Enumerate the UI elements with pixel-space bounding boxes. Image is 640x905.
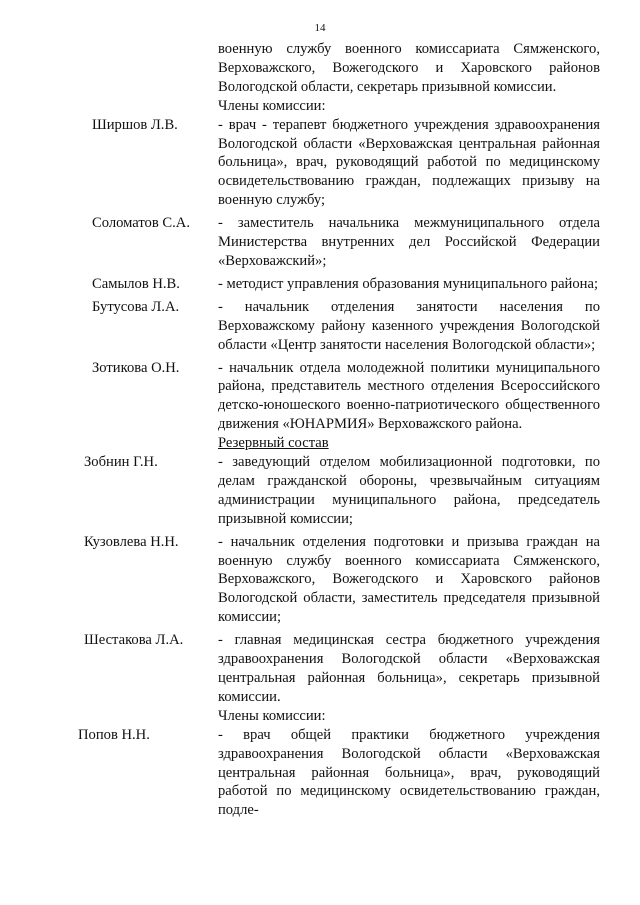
page-number: 14 bbox=[314, 22, 326, 34]
member-name: Зотикова О.Н. bbox=[92, 359, 180, 376]
member-entry bbox=[0, 275, 640, 294]
member-name: Кузовлева Н.Н. bbox=[84, 533, 179, 550]
member-name: Самылов Н.В. bbox=[92, 275, 180, 292]
document-body bbox=[0, 40, 640, 820]
member-description: - врач - терапевт бюджетного учреждения здравоохранения Вологодской области «Верховажская центральная районная больница», врач, руководящий работой по медицинскому освидетельствованию граждан, подлежащих призыву на военную службу; bbox=[218, 116, 600, 209]
member-description: - заместитель начальника межмуниципального отдела Министерства внутренних дел Российской Федерации «Верховажский»; bbox=[218, 215, 600, 269]
member-name: Попов Н.Н. bbox=[78, 726, 150, 743]
reserve-member-entry bbox=[0, 726, 640, 821]
member-description: - начальник отделения подготовки и призыва граждан на военную службу военного комиссариата Сямженского, Верховажского, Вожегодского и Харовского районов Вологодской области, заместитель председателя призывной комиссии; bbox=[218, 533, 600, 626]
member-description: - заведующий отделом мобилизационной подготовки, по делам гражданской обороны, чрезвычайным ситуациям администрации муниципального района, председатель призывной комиссии; bbox=[218, 454, 600, 527]
members-heading: Члены комиссии: bbox=[218, 97, 326, 114]
member-name: Соломатов С.А. bbox=[92, 215, 190, 232]
member-description: - методист управления образования муниципального района; bbox=[218, 275, 598, 292]
member-entry bbox=[0, 214, 640, 271]
member-description: - главная медицинская сестра бюджетного учреждения здравоохранения Вологодской области «Верховажская центральная районная больница», секретарь призывной комиссии. bbox=[218, 632, 600, 705]
intro-continuation: военную службу военного комиссариата Сямженского, Верховажского, Вожегодского и Харовского районов Вологодской области, секретарь призывной комиссии. bbox=[218, 41, 600, 95]
reserve-member-entry bbox=[0, 453, 640, 529]
member-description: - начальник отделения занятости населения по Верховажскому району казенного учреждения Вологодской области «Центр занятости населения Вологодской области»; bbox=[218, 298, 600, 353]
member-entry bbox=[0, 116, 640, 211]
member-name: Бутусова Л.А. bbox=[92, 298, 180, 315]
member-entry bbox=[0, 298, 640, 355]
member-description: - начальник отдела молодежной политики муниципального района, представитель местного отделения Всероссийского детско-юношеского военно-патриотического общественного движения «ЮНАРМИЯ» Верховажского района. bbox=[218, 359, 600, 433]
member-description: - врач общей практики бюджетного учреждения здравоохранения Вологодской области «Верховажская центральная районная больница», врач, руководящий работой по медицинскому освидетельствованию граждан, подле- bbox=[218, 726, 600, 819]
reserve-member-entry bbox=[0, 533, 640, 628]
reserve-member-entry bbox=[0, 631, 640, 707]
reserve-heading: Резервный состав bbox=[218, 435, 329, 452]
member-entry bbox=[0, 359, 640, 435]
reserve-members-heading: Члены комиссии: bbox=[218, 707, 326, 724]
member-name: Зобнин Г.Н. bbox=[84, 454, 158, 471]
member-name: Шестакова Л.А. bbox=[84, 632, 184, 649]
member-name: Ширшов Л.В. bbox=[92, 116, 178, 133]
